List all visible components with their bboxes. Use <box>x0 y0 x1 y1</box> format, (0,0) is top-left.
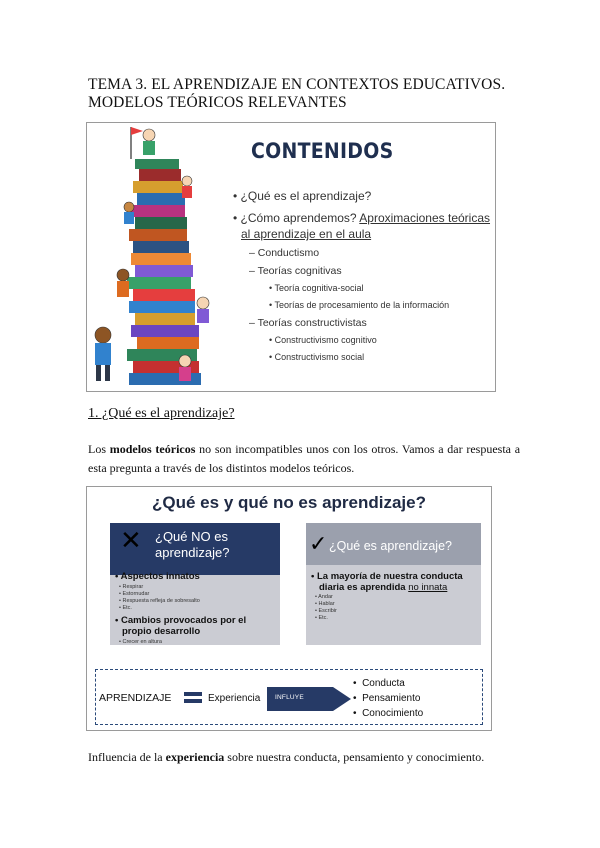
list-item: • La mayoría de nuestra conducta <box>311 571 463 582</box>
slide-title: ¿Qué es y qué no es aprendizaje? <box>152 493 426 512</box>
learning-title: ¿Qué es aprendizaje? <box>329 539 452 553</box>
list-item: • Teoría cognitiva-social <box>269 283 364 293</box>
list-item: • Pensamiento <box>353 693 421 704</box>
check-icon: ✓ <box>309 531 328 556</box>
list-item-continuation: al aprendizaje en el aula <box>241 227 372 241</box>
paragraph: Los modelos teóricos no son incompatibles unos con los otros. Vamos a dar respuesta a esta pregunta a través de los distintos modelos teóricos. <box>88 442 521 475</box>
list-item: • ¿Cómo aprendemos? Aproximaciones teóricas <box>233 211 491 225</box>
list-item: • Conocimiento <box>353 708 424 719</box>
list-subitem: • Respuesta refleja de sobresalto <box>119 598 200 604</box>
list-item: – Teorías cognitivas <box>249 265 342 277</box>
cross-icon: ✕ <box>120 525 142 555</box>
list-item: • Teorías de procesamiento de la información <box>269 300 450 310</box>
list-subitem: • Andar <box>315 594 333 600</box>
formula-experience-label: Experiencia <box>208 693 261 704</box>
list-item: – Conductismo <box>249 247 320 259</box>
list-subitem: • Escribir <box>315 608 337 614</box>
list-subitem: • Etc. <box>119 605 132 611</box>
book-stack-illustration <box>87 123 237 391</box>
list-item: • Aspectos innatos <box>115 571 200 582</box>
list-subitem: • Estornudar <box>119 591 150 597</box>
list-item-continuation: propio desarrollo <box>122 626 201 637</box>
not-learning-title: ¿Qué NO es aprendizaje? <box>155 529 230 560</box>
list-subitem: • Hablar <box>315 601 335 607</box>
paragraph: Influencia de la experiencia sobre nuestra conducta, pensamiento y conocimiento. <box>88 750 485 764</box>
arrow-label: INFLUYE <box>275 694 304 701</box>
list-item: • Constructivismo social <box>269 352 365 362</box>
list-subitem: • Etc. <box>315 615 328 621</box>
list-item: • Constructivismo cognitivo <box>269 335 377 345</box>
list-subitem: • Respirar <box>119 584 144 590</box>
list-item: • Conducta <box>353 678 405 689</box>
list-item-continuation: diaria es aprendida no innata <box>319 582 448 593</box>
learning-definition-slide <box>86 486 492 731</box>
list-item: – Teorías constructivistas <box>249 317 367 329</box>
formula-learning-label: APRENDIZAJE <box>99 692 172 704</box>
list-item: • ¿Qué es el aprendizaje? <box>233 189 372 203</box>
contents-slide <box>86 122 496 392</box>
slide-heading: CONTENIDOS <box>251 139 394 163</box>
list-item: • Cambios provocados por el <box>115 615 247 626</box>
section-heading: 1. ¿Qué es el aprendizaje? <box>88 406 235 421</box>
equals-icon <box>184 692 202 704</box>
document-title: TEMA 3. EL APRENDIZAJE EN CONTEXTOS EDUCATIVOS. MODELOS TEÓRICOS RELEVANTES <box>88 76 506 111</box>
list-subitem: • Crecer en altura <box>119 639 162 645</box>
